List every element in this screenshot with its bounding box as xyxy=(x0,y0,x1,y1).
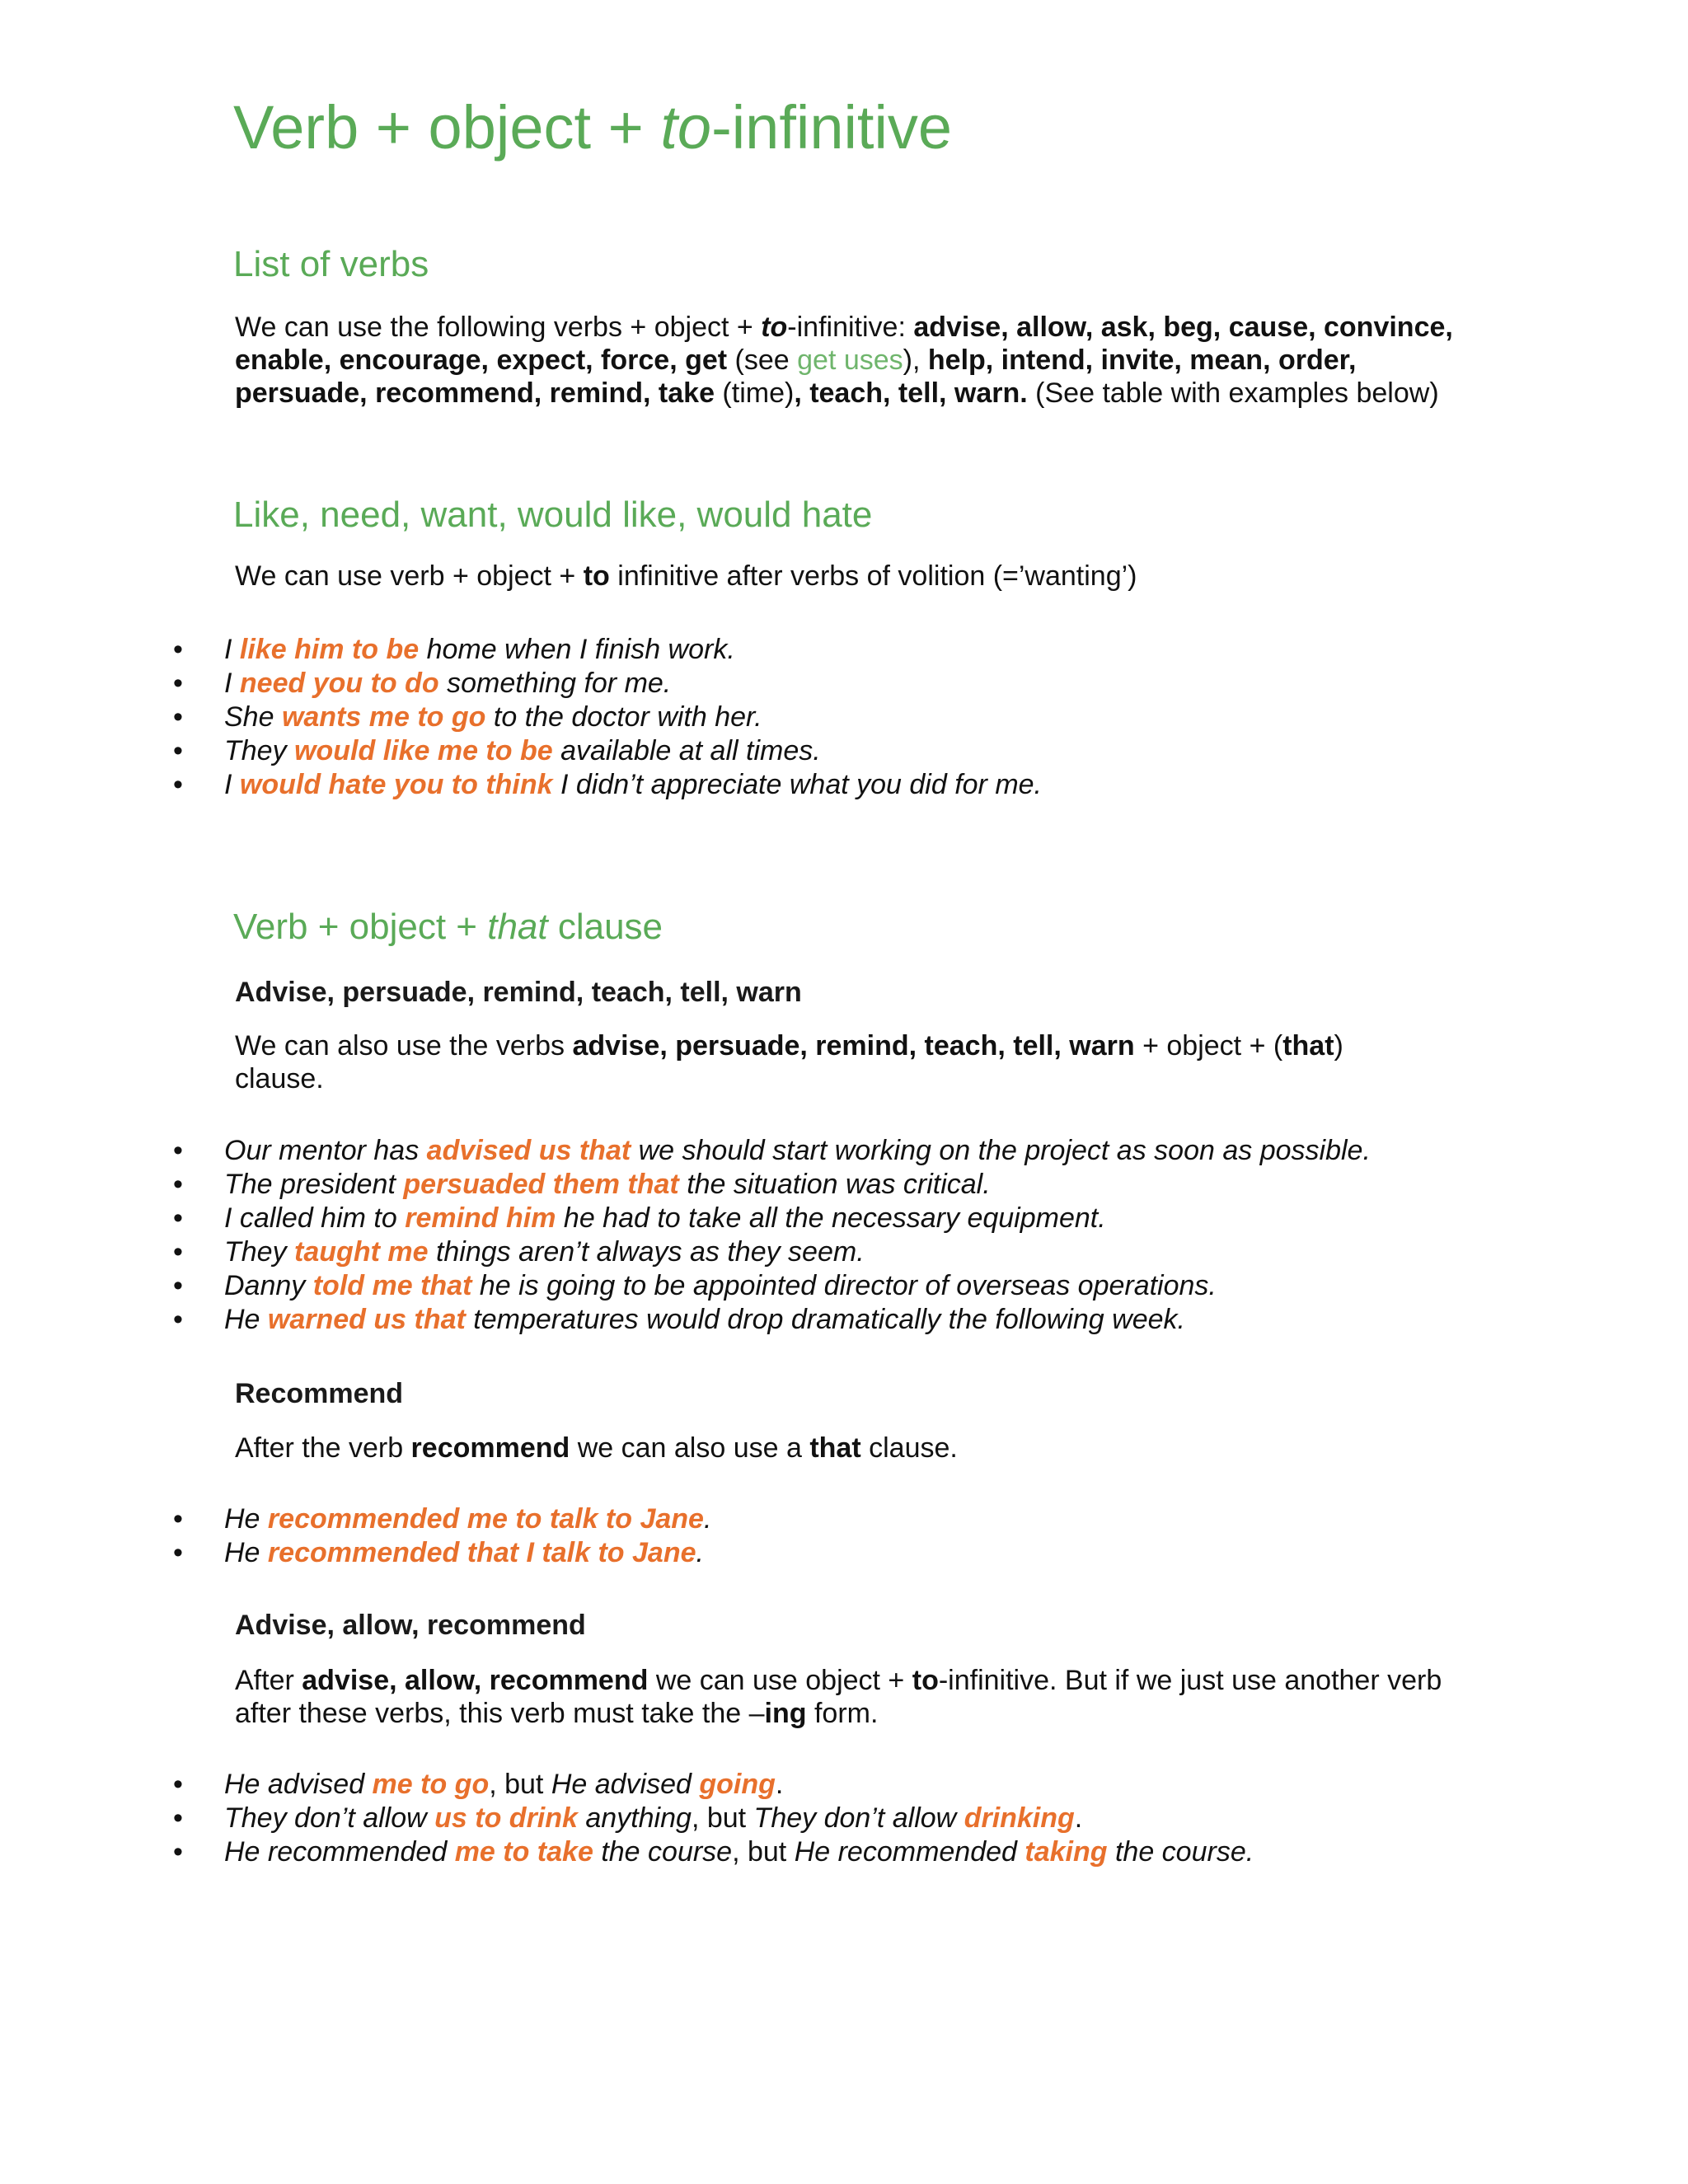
list-item: • I like him to be home when I finish work. xyxy=(173,634,735,665)
subheading-advise-persuade: Advise, persuade, remind, teach, tell, warn xyxy=(235,977,802,1008)
subheading-advise-allow-recommend: Advise, allow, recommend xyxy=(235,1610,586,1641)
list-item: • I would hate you to think I didn’t appreciate what you did for me. xyxy=(173,769,1043,800)
list-item: • I need you to do something for me. xyxy=(173,668,672,699)
list-item: • They don’t allow us to drink anything, but They don’t allow drinking. xyxy=(173,1802,1083,1834)
list-item: • He recommended me to take the course, but He recommended taking the course. xyxy=(173,1836,1254,1868)
heading-like-need-want: Like, need, want, would like, would hate xyxy=(233,494,873,535)
verbs-paragraph: We can use the following verbs + object + to-infinitive: advise, allow, ask, beg, cause, convince, enable, encourage, expect, force, get (see get uses), help, intend, invite, mean, order, persuade, recommend, remind, take (time), teach, tell, warn. (See table with examples below) xyxy=(235,312,1453,409)
volition-examples xyxy=(0,633,1042,802)
list-item: • Our mentor has advised us that we should start working on the project as soon as possible. xyxy=(173,1135,1371,1166)
heading-list-of-verbs: List of verbs xyxy=(233,244,429,284)
recommend-paragraph: After the verb recommend we can also use a that clause. xyxy=(235,1432,958,1464)
that-clause-examples xyxy=(0,1134,1371,1337)
list-item: • He warned us that temperatures would drop dramatically the following week. xyxy=(173,1304,1185,1335)
list-item: • She wants me to go to the doctor with her. xyxy=(173,701,762,733)
subheading-recommend: Recommend xyxy=(235,1378,404,1409)
ing-form-examples xyxy=(0,1768,1254,1869)
heading-verb-object-that-clause: Verb + object + that clause xyxy=(233,907,663,947)
list-item: • He recommended that I talk to Jane. xyxy=(173,1537,704,1568)
list-item: • They taught me things aren’t always as they seem. xyxy=(173,1236,865,1268)
ing-form-paragraph: After advise, allow, recommend we can use object + to-infinitive. But if we just use another verb after these verbs, this verb must take the –ing form. xyxy=(235,1665,1442,1729)
list-item: • The president persuaded them that the situation was critical. xyxy=(173,1169,991,1200)
list-item: • They would like me to be available at all times. xyxy=(173,735,821,766)
list-item: • I called him to remind him he had to take all the necessary equipment. xyxy=(173,1202,1106,1234)
recommend-examples xyxy=(0,1502,711,1570)
list-item: • Danny told me that he is going to be appointed director of overseas operations. xyxy=(173,1270,1217,1301)
page-title: Verb + object + to-infinitive xyxy=(233,93,953,162)
get-uses-link[interactable]: get uses xyxy=(797,344,903,376)
volition-paragraph: We can use verb + object + to infinitive after verbs of volition (=’wanting’) xyxy=(235,560,1137,592)
that-clause-paragraph: We can also use the verbs advise, persuade, remind, teach, tell, warn + object + (that) clause. xyxy=(235,1030,1343,1094)
list-item: • He recommended me to talk to Jane. xyxy=(173,1503,712,1535)
list-item: • He advised me to go, but He advised going. xyxy=(173,1769,784,1800)
